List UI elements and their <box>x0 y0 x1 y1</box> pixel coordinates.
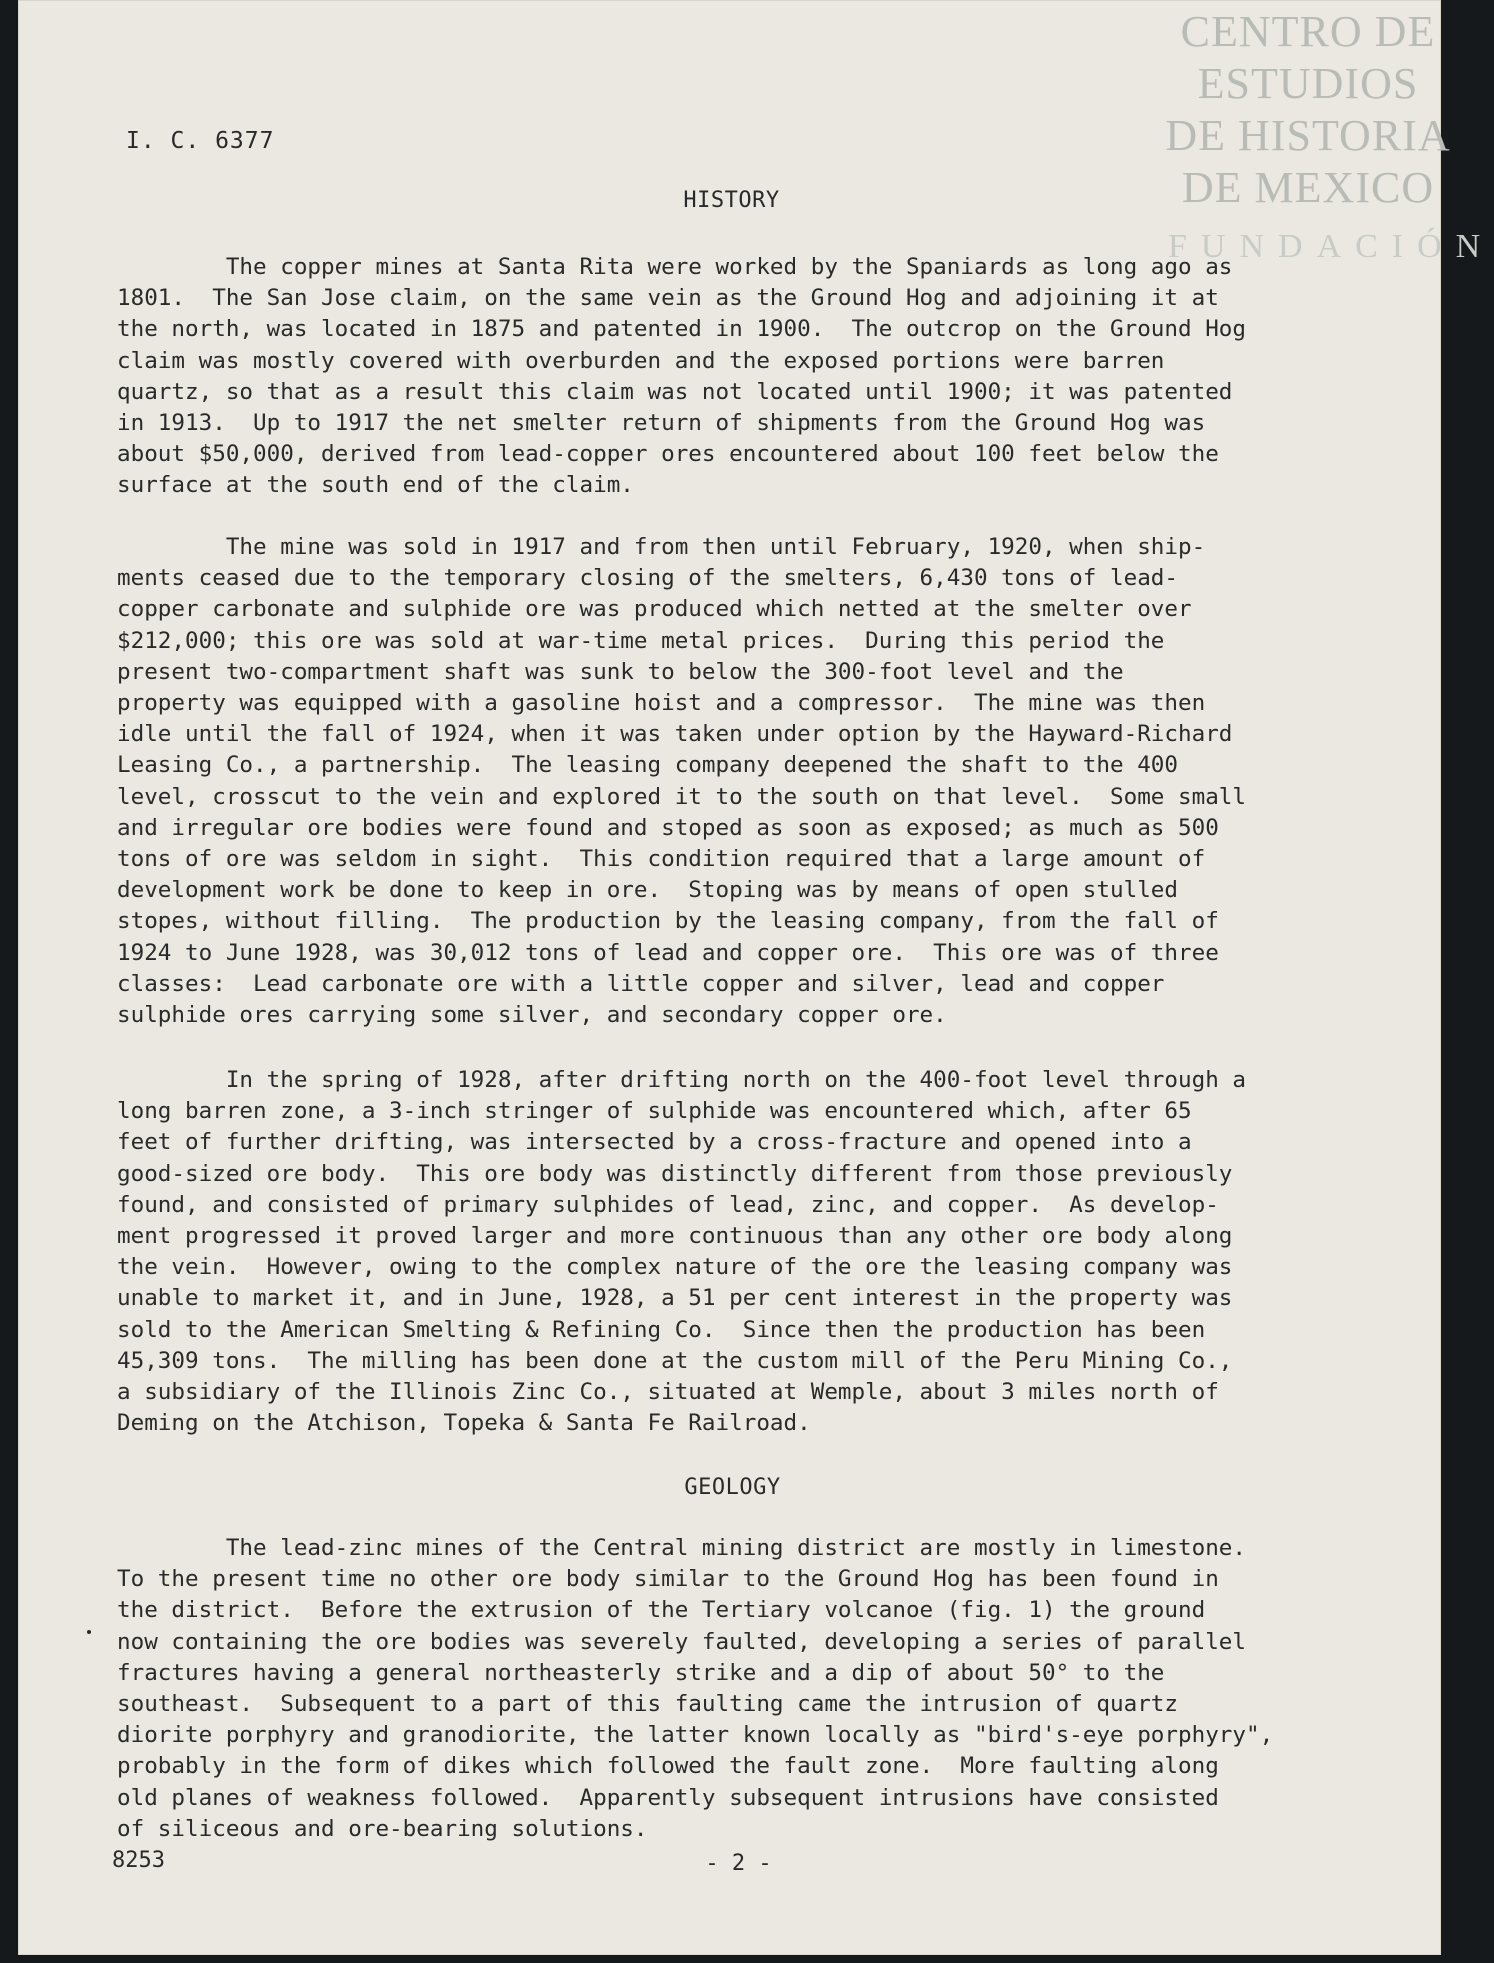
history-paragraph-3: In the spring of 1928, after drifting north on the 400-foot level through a long barren zone, a 3-inch stringer of sulphide was encountered which, after 65 feet of further drifting, was intersected by a cross-fracture and opened into a good-sized ore body. This ore body was distinctly different from those previously found, and consisted of primary sulphides of lead, zinc, and copper. As develop- ment progressed it proved larger and more continuous than any other ore body along the vein. However, owing to the complex nature of the ore the leasing company was unable to market it, and in June, 1928, a 51 per cent interest in the property was sold to the American Smelting & Refining Co. Since then the production has been 45,309 tons. The milling has been done at the custom mill of the Peru Mining Co., a subsidiary of the Illinois Zinc Co., situated at Wemple, about 3 miles north of Deming on the Atchison, Topeka & Santa Fe Railroad. <box>117 1067 1247 1437</box>
history-heading: HISTORY <box>683 188 780 213</box>
stamp-line: ESTUDIOS <box>1197 59 1419 108</box>
geology-paragraph-1: The lead-zinc mines of the Central mining district are mostly in limestone. To the present time no other ore body similar to the Ground Hog has been found in the district. Before the extrusion of the Tertiary volcanoe (fig. 1) the ground now containing the ore bodies was severely faulted, developing a series of parallel fractures having a general northeasterly strike and a dip of about 50° to the southeast. Subsequent to a part of this faulting came the intrusion of quartz diorite porphyry and granodiorite, the latter known locally as "bird's-eye porphyry", probably in the form of dikes which followed the fault zone. More faulting along old planes of weakness followed. Apparently subsequent intrusions have consisted of siliceous and ore-bearing solutions. <box>117 1535 1274 1842</box>
document-id: I. C. 6377 <box>126 128 275 154</box>
margin-mark <box>87 1630 91 1634</box>
geology-heading: GEOLOGY <box>684 1475 781 1500</box>
stamp-line: DE MEXICO <box>1181 163 1435 212</box>
history-paragraph-1: The copper mines at Santa Rita were worked by the Spaniards as long ago as 1801. The San Jose claim, on the same vein as the Ground Hog and adjoining it at the north, was located in 1875 and patented in 1900. The outcrop on the Ground Hog claim was mostly covered with overburden and the exposed portions were barren quartz, so that as a result this claim was not located until 1900; it was patented in 1913. Up to 1917 the net smelter return of shipments from the Ground Hog was about $50,000, derived from lead-copper ores encountered about 100 feet below the surface at the south end of the claim. <box>117 254 1247 499</box>
archive-stamp <box>1158 6 1458 214</box>
history-paragraph-2: The mine was sold in 1917 and from then until February, 1920, when ship- ments ceased due to the temporary closing of the smelters, 6,430 tons of lead- copper carbonate and sulphide ore was produced which netted at the smelter over $212,000; this ore was sold at war-time metal prices. During this period the present two-compartment shaft was sunk to below the 300-foot level and the property was equipped with a gasoline hoist and a compressor. The mine was then idle until the fall of 1924, when it was taken under option by the Hayward-Richard Leasing Co., a partnership. The leasing company deepened the shaft to the 400 level, crosscut to the vein and explored it to the south on that level. Some small and irregular ore bodies were found and stoped as soon as exposed; as much as 500 tons of ore was seldom in sight. This condition required that a large amount of development work be done to keep in ore. Stoping was by means of open stulled stopes, without filling. The production by the leasing company, from the fall of 1924 to June 1928, was 30,012 tons of lead and copper ore. This ore was of three classes: Lead carbonate ore with a little copper and silver, lead and copper sulphide ores carrying some silver, and secondary copper ore. <box>117 534 1247 1029</box>
paper-sheet <box>18 0 1494 1955</box>
stamp-line: CENTRO DE <box>1180 7 1436 56</box>
footer-code: 8253 <box>112 1848 165 1873</box>
stamp-line: DE HISTORIA <box>1165 111 1451 160</box>
page-number: - 2 - <box>705 1851 772 1876</box>
stamp-foundation-text: FUNDACIÓN <box>1168 228 1494 265</box>
